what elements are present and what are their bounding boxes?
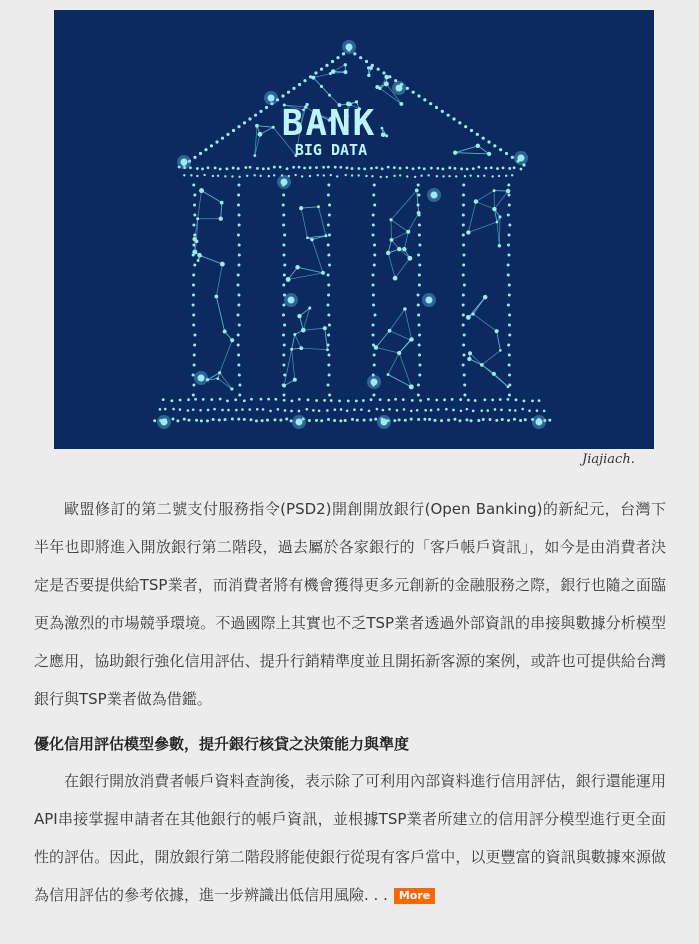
paragraph-intro: 歐盟修訂的第二號支付服務指令(PSD2)開創開放銀行(Open Banking)的新紀元，台灣下半年也即將進入開放銀行第二階段，過去屬於各家銀行的「客戶帳戶資訊」，如今是由消費者決定是否要提供給TSP業者，而消費者將有機會獲得更多元創新的金融服務之際，銀行也隨之面臨更為激烈的市場競爭環境。不過國際上其實也不乏TSP業者透過外部資訊的串接與數據分析模型之應用，協助銀行強化信用評估、提升行銷精準度並且開拓新客源的案例，或許也可提供給台灣銀行與TSP業者做為借鑑。 xyxy=(34,500,666,708)
section-heading: 優化信用評估模型參數，提升銀行核貸之決策能力與準度 xyxy=(34,735,410,753)
artist-signature: Jiajiach. xyxy=(582,452,635,467)
bank-text: BANK xyxy=(281,103,377,144)
hero-illustration xyxy=(54,10,654,449)
more-button[interactable]: More xyxy=(394,888,435,904)
paragraph-credit-evaluation xyxy=(34,762,666,914)
paragraph-text: 在銀行開放消費者帳戶資料查詢後，表示除了可利用內部資料進行信用評估，銀行還能運用API串接掌握申請者在其他銀行的帳戶資訊，並根據TSP業者所建立的信用評分模型進行更全面性的評估。因此，開放銀行第二階段將能使銀行從現有客戶當中，以更豐富的資訊與數據來源做為信用評估的參考依據，進一步辨識出低信用風險. . . xyxy=(34,772,666,904)
big-data-text: BIG DATA xyxy=(294,141,368,159)
bank-big-data-illustration xyxy=(54,10,654,449)
article-body xyxy=(34,490,666,914)
